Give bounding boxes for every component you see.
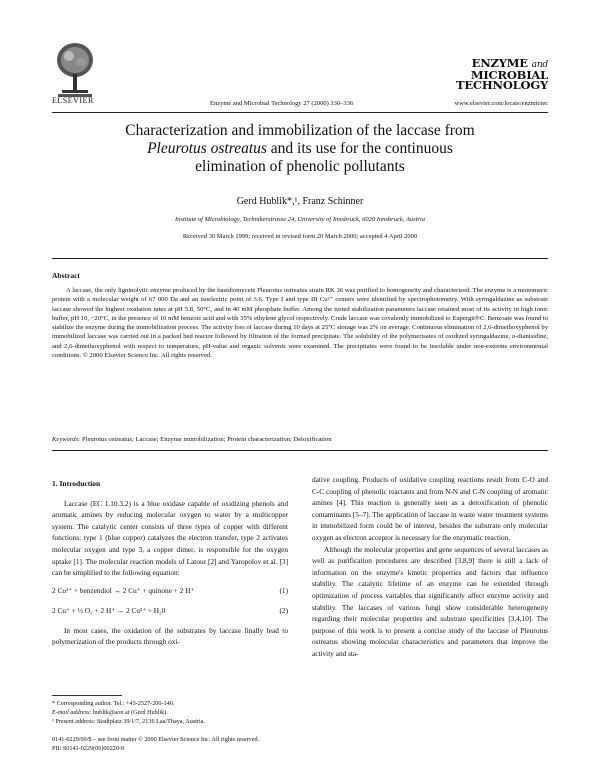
brand-line-3: TECHNOLOGY bbox=[455, 78, 548, 92]
equation-1: 2 Cu²⁺ + benzendiol → 2 Cu⁺ + quinone + 2 H⁺ (1) bbox=[52, 585, 288, 595]
abstract-heading: Abstract bbox=[52, 271, 80, 280]
intro-paragraph-4: Although the molecular properties and gene sequences of several laccases as well as purification procedures are described [3,8,9] there is still a lack of information on the enzyme's kinetic properties and factors that influence stability. The catalytic lifetime of an enzyme can be extended through optimization of process variables that significantly affect enzyme activity and stability. The laccases of various fungi show considerable heterogeneity regarding their molecular properties and substrate specificities [3,4,10]. The purpose of this work is to present a concise study of the laccase of Pleurotus ostreatus showing molecular characteristics and parameters that improve the activity and sta- bbox=[312, 544, 548, 658]
affiliation: Institute of Microbiology, Technikerstrasse 24, University of Innsbruck, 6020 Innsbruck, Austria bbox=[175, 216, 425, 223]
brand-line-1: ENZYME and bbox=[471, 56, 548, 70]
equation-2: 2 Cu⁺ + ½ O₂ + 2 H⁺ → 2 Cu²⁺ + H₂0 (2) bbox=[52, 605, 288, 615]
intro-paragraph-2: In most cases, the oxidation of the substrates by laccase finally lead to polymerization of the products through oxi- bbox=[52, 625, 288, 647]
brand-line-2: MICROBIAL bbox=[470, 68, 548, 82]
footnote-corresponding: * Corresponding author. Tel.: +43-2527-200-140. bbox=[52, 700, 175, 707]
left-column bbox=[52, 478, 288, 648]
abstract-text: A laccase, the only ligninolytic enzyme produced by the basidiomycete Pleurotus ostreatus strain RK 36 was purified to homogeneity and characterized. The enzyme is a monomeric protein with a molecular weight of 67 000 Da and an isoelectric point of 3.6. Type I and type III Cu²⁺ centers were identified by spectrophotometry. With syringaldazine as substrate laccase showed the highest oxidation rates at pH 5.8, 50°C, and in 40 mM phosphate buffer. Among the tested stabilization parameters laccase retained most of its activity in high ionic buffer, pH 10, −20°C, in the presence of 10 mM benzoic acid and with 35% ethylene glycol respectively. Crude laccase was covalently immobilized to Eupergit®C. Benzoate was found to stabilize the enzyme during the immobilization process. The activity loss of laccase during 10 days at 25°C storage was 2% on average. Continuous elimination of 2,6-dimethoxyphenol by immobilized laccase was carried out in a packed bed reactor followed by filtration of the formed precipitate. The solubility of the polymerisates of oxidized syringaldazine, o-dianisidine, and 2,6-dimethoxyphenol with respect to temperature, pH-value and organic solvents were examined. The precipitates were found to be insoluble under non-extreme environmental conditions. © 2000 Elsevier Science Inc. All rights reserved. bbox=[52, 287, 548, 360]
footnote-address: ¹ Present address: Stadtplatz 39/1/7, 2136 Laa/Thaya, Austria. bbox=[52, 718, 206, 725]
journal-citation: Enzyme and Microbial Technology 27 (2000) 330–336 bbox=[210, 100, 354, 107]
author-list: Gerd Hublik*,¹, Franz Schinner bbox=[236, 196, 364, 207]
journal-url[interactable]: www.elsevier.com/locate/enzmictec bbox=[454, 100, 548, 107]
intro-paragraph-1: Laccase (EC 1.10.3.2) is a blue oxidase capable of oxidizing phenols and aromatic amines by reducing molecular oxygen to water by a multicopper system. The catalytic center consists of three types of copper with different functions: type 1 (blue copper) catalyzes the electron transfer, type 2 activates molecular oxygen and type 3, a copper dimer, is responsible for the oxygen uptake [1]. The molecular reaction models of Latour [2] and Yaropolov et al. [3] can be simplified to the following equation: bbox=[52, 498, 288, 578]
copyright-line: 0141-0229/00/$ – see front matter © 2000 Elsevier Science Inc. All rights reserved. bbox=[52, 736, 260, 743]
journal-brand bbox=[428, 58, 548, 90]
elsevier-logo bbox=[54, 40, 96, 102]
footnote-rule bbox=[52, 695, 122, 696]
pii-line: PII: S0141-0229(00)00220-9 bbox=[52, 745, 125, 752]
received-dates: Received 30 March 1999; received in revised form 20 March 2000; accepted 4 April 2000 bbox=[182, 233, 418, 240]
publisher-wordmark: ELSEVIER bbox=[52, 96, 94, 105]
keywords: Keywords: Pleurotus ostreatus; Laccase; Enzyme immobilization; Protein characterization; Detoxification bbox=[52, 436, 332, 443]
right-column bbox=[312, 474, 548, 660]
footnote-email: E-mail address: hublik@aon.at (Gerd Hublik). bbox=[52, 709, 168, 716]
section-heading: 1. Introduction bbox=[52, 479, 101, 488]
abstract-top-rule bbox=[52, 258, 548, 259]
abstract-bottom-rule bbox=[52, 450, 548, 451]
intro-paragraph-3: dative coupling. Products of oxidative coupling reactions result from C-O and C-C coupling of phenolic reactants and from N-N and C-N coupling of aromatic amines [4]. This reaction is generally seen as a detoxification of phenolic contaminants [5–7]. The application of laccase in waste water treatment systems in immobilized form could be of interest, besides the substrate only molecular oxygen as electron acceptor is necessary for the enzymatic reaction. bbox=[312, 475, 548, 542]
article-title: Characterization and immobilization of the laccase from Pleurotus ostreatus and its use for the continuous elimination of phenolic pollutants bbox=[125, 122, 475, 175]
header-rule bbox=[52, 112, 548, 113]
